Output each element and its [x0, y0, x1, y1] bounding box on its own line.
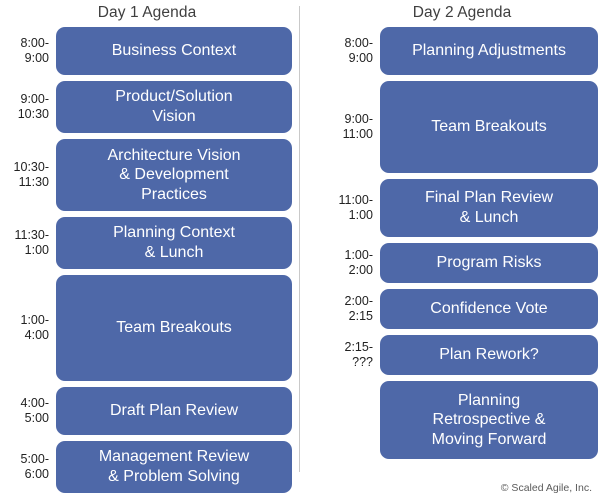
time-line: 11:30 [18, 175, 49, 189]
session-label-line: & Lunch [459, 209, 519, 226]
session-label-line: & Development [119, 166, 229, 184]
session-label-line: Confidence Vote [430, 300, 548, 318]
agenda-row [2, 81, 292, 133]
agenda-time-label [2, 275, 56, 381]
agenda-row [2, 27, 292, 75]
agenda-row [2, 139, 292, 211]
agenda-row [308, 381, 598, 459]
session-label-line: Plan Rework? [439, 346, 539, 364]
agenda-time-label [308, 335, 380, 375]
session-label-line: Business Context [111, 42, 237, 60]
agenda-row [2, 387, 292, 435]
agenda-row [308, 243, 598, 283]
time-line: 2:00 [348, 263, 373, 277]
agenda-session-block[interactable] [56, 387, 292, 435]
session-label-line: Program Risks [436, 254, 542, 272]
time-line: 1:00- [344, 248, 373, 263]
time-line: 1:00 [348, 208, 373, 222]
day-2-column [308, 0, 598, 465]
agenda-row [308, 27, 598, 75]
time-line: 2:15- [344, 340, 373, 355]
agenda-time-label [2, 81, 56, 133]
agenda-time-label [2, 139, 56, 211]
agenda-session-block[interactable] [56, 441, 292, 493]
session-label-line: Vision [152, 108, 196, 125]
time-line: 2:00- [344, 294, 373, 309]
day-1-rows [2, 27, 292, 493]
time-line: 6:00 [24, 467, 49, 481]
agenda-time-label [308, 81, 380, 173]
agenda-time-label [2, 387, 56, 435]
agenda-session-block[interactable] [380, 27, 598, 75]
agenda-session-block[interactable] [56, 139, 292, 211]
time-line: 9:00 [24, 51, 49, 65]
agenda-time-label [308, 381, 380, 459]
session-label-line: Team Breakouts [431, 118, 547, 136]
session-label-line: Management Review [98, 448, 250, 466]
agenda-row [308, 289, 598, 329]
agenda-time-label [308, 243, 380, 283]
agenda-session-block[interactable] [380, 289, 598, 329]
session-label-line: Product/Solution [115, 88, 233, 106]
time-line: 8:00- [20, 36, 49, 51]
agenda-session-block[interactable] [380, 381, 598, 459]
session-label-line: & Problem Solving [108, 468, 240, 485]
session-label-line: Retrospective & [432, 411, 546, 429]
agenda-session-block[interactable] [380, 81, 598, 173]
session-label-line: Final Plan Review [424, 189, 554, 207]
agenda-row [2, 217, 292, 269]
session-label-line: Practices [141, 185, 207, 203]
agenda-row [2, 275, 292, 381]
agenda-time-label [308, 27, 380, 75]
time-line: 1:00 [24, 243, 49, 257]
agenda-session-block[interactable] [56, 27, 292, 75]
day-1-column [2, 0, 292, 499]
time-line: 4:00 [24, 328, 49, 342]
session-label-line: Planning Context [113, 224, 235, 242]
agenda-time-label [308, 289, 380, 329]
agenda-row [2, 441, 292, 493]
agenda-row [308, 179, 598, 237]
time-line: 2:15 [348, 309, 373, 323]
day-2-title: Day 2 Agenda [412, 4, 512, 21]
session-label-line: Architecture Vision [107, 146, 241, 164]
agenda-session-block[interactable] [56, 275, 292, 381]
agenda-session-block[interactable] [380, 243, 598, 283]
time-line: 11:00 [342, 127, 373, 141]
agenda-row [308, 335, 598, 375]
agenda-session-block[interactable] [56, 81, 292, 133]
time-line: 9:00 [348, 51, 373, 65]
time-line: 9:00- [344, 112, 373, 127]
agenda-time-label [308, 179, 380, 237]
time-line: 9:00- [20, 92, 49, 107]
agenda-row [308, 81, 598, 173]
agenda-session-block[interactable] [380, 179, 598, 237]
time-line: 10:30 [17, 107, 49, 121]
copyright-notice: © Scaled Agile, Inc. [500, 482, 592, 494]
time-line: 11:00- [338, 193, 373, 208]
session-label-line: Planning Adjustments [412, 42, 566, 60]
agenda-time-label [2, 217, 56, 269]
session-label-line: Draft Plan Review [109, 402, 239, 420]
time-line: ??? [352, 355, 373, 369]
session-label-line: Moving Forward [431, 430, 547, 448]
time-line: 5:00- [20, 452, 49, 467]
time-line: 5:00 [24, 411, 49, 425]
time-line: 11:30- [14, 228, 49, 243]
session-label-line: & Lunch [144, 244, 204, 261]
day-1-title: Day 1 Agenda [97, 4, 197, 21]
time-line: 1:00- [20, 313, 49, 328]
time-line: 10:30- [13, 160, 49, 175]
agenda-session-block[interactable] [380, 335, 598, 375]
agenda-time-label [2, 441, 56, 493]
time-line: 8:00- [344, 36, 373, 51]
time-line: 4:00- [20, 396, 49, 411]
session-label-line: Planning [457, 391, 521, 409]
session-label-line: Team Breakouts [116, 319, 232, 337]
agenda-time-label [2, 27, 56, 75]
day-2-rows [308, 27, 598, 459]
agenda-session-block[interactable] [56, 217, 292, 269]
column-divider [299, 6, 300, 472]
